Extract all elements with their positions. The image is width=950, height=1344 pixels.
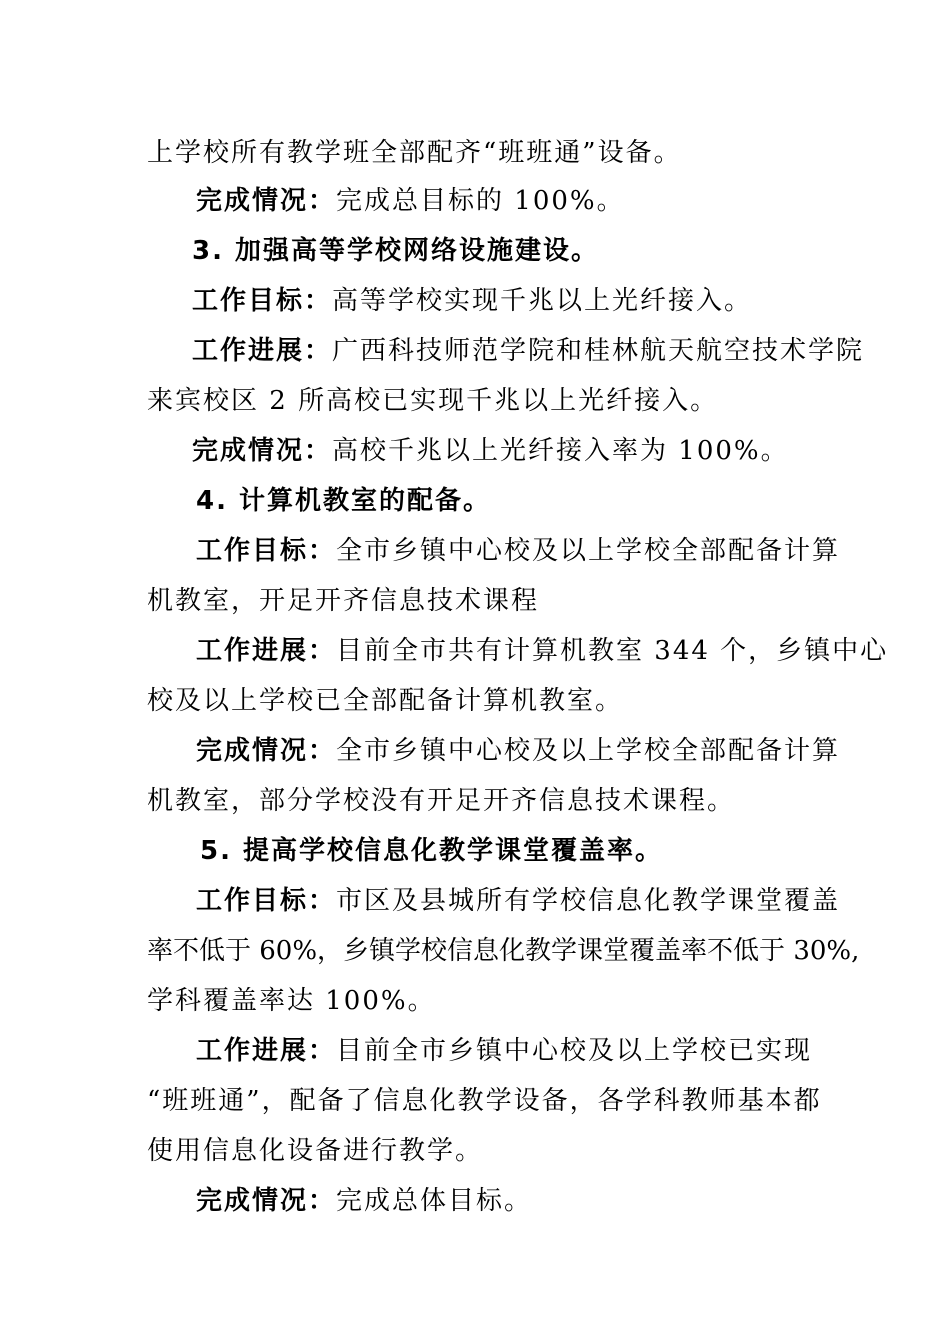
paragraph-line (147, 584, 539, 618)
bold-label: 工作进展： (192, 336, 333, 366)
body-text: 率不低于 60%，乡镇学校信息化教学课堂覆盖率不低于 30%, (147, 936, 860, 966)
paragraph-line (147, 784, 735, 818)
paragraph-line (196, 184, 625, 218)
body-text: 使用信息化设备进行教学。 (147, 1136, 484, 1166)
body-text: 上学校所有教学班全部配齐“班班通”设备。 (147, 138, 682, 168)
paragraph-line (196, 1184, 532, 1218)
body-text: 学科覆盖率达 100%。 (147, 986, 436, 1016)
bold-label: 工作目标： (196, 536, 337, 566)
body-text: 完成总体目标。 (336, 1186, 533, 1216)
bold-label: 工作目标： (192, 286, 333, 316)
body-text: 来宾校区 2 所高校已实现千兆以上光纤接入。 (147, 386, 719, 416)
section-heading: 5. 提高学校信息化教学课堂覆盖率。 (200, 836, 664, 866)
paragraph-line (196, 634, 888, 668)
bold-label: 完成情况： (196, 736, 337, 766)
paragraph-line (147, 684, 623, 718)
paragraph-line (147, 1084, 822, 1118)
body-text: 市区及县城所有学校信息化教学课堂覆盖 (336, 886, 841, 916)
paragraph-line (147, 136, 682, 170)
paragraph-line (196, 734, 840, 768)
paragraph-line (147, 1134, 483, 1168)
body-text: 高等学校实现千兆以上光纤接入。 (332, 286, 753, 316)
paragraph-line (196, 1034, 812, 1068)
paragraph-line (196, 884, 840, 918)
body-text: 校及以上学校已全部配备计算机教室。 (147, 686, 624, 716)
paragraph-line (147, 984, 436, 1018)
body-text: 全市乡镇中心校及以上学校全部配备计算 (336, 736, 841, 766)
bold-label: 完成情况： (192, 436, 333, 466)
body-text: 广西科技师范学院和桂林航天航空技术学院 (332, 336, 865, 366)
body-text: 机教室，开足开齐信息技术课程 (147, 586, 540, 616)
bold-label: 工作进展： (196, 1036, 337, 1066)
paragraph-line (147, 384, 718, 418)
body-text: 目前全市乡镇中心校及以上学校已实现 (336, 1036, 813, 1066)
paragraph-line (196, 534, 840, 568)
paragraph-line (192, 284, 752, 318)
paragraph-line (192, 434, 789, 468)
paragraph-line (147, 934, 859, 968)
bold-label: 完成情况： (196, 186, 337, 216)
paragraph-line (192, 334, 864, 368)
body-text: 完成总目标的 100%。 (336, 186, 625, 216)
bold-label: 完成情况： (196, 1186, 337, 1216)
bold-label: 工作目标： (196, 886, 337, 916)
body-text: 机教室，部分学校没有开足开齐信息技术课程。 (147, 786, 736, 816)
body-text: 高校千兆以上光纤接入率为 100%。 (332, 436, 789, 466)
section-heading: 3. 加强高等学校网络设施建设。 (192, 236, 600, 266)
body-text: 全市乡镇中心校及以上学校全部配备计算 (336, 536, 841, 566)
body-text: “班班通”，配备了信息化教学设备，各学科教师基本都 (147, 1086, 822, 1116)
body-text: 目前全市共有计算机教室 344 个，乡镇中心 (336, 636, 889, 666)
section-heading: 4. 计算机教室的配备。 (196, 486, 492, 516)
bold-label: 工作进展： (196, 636, 337, 666)
